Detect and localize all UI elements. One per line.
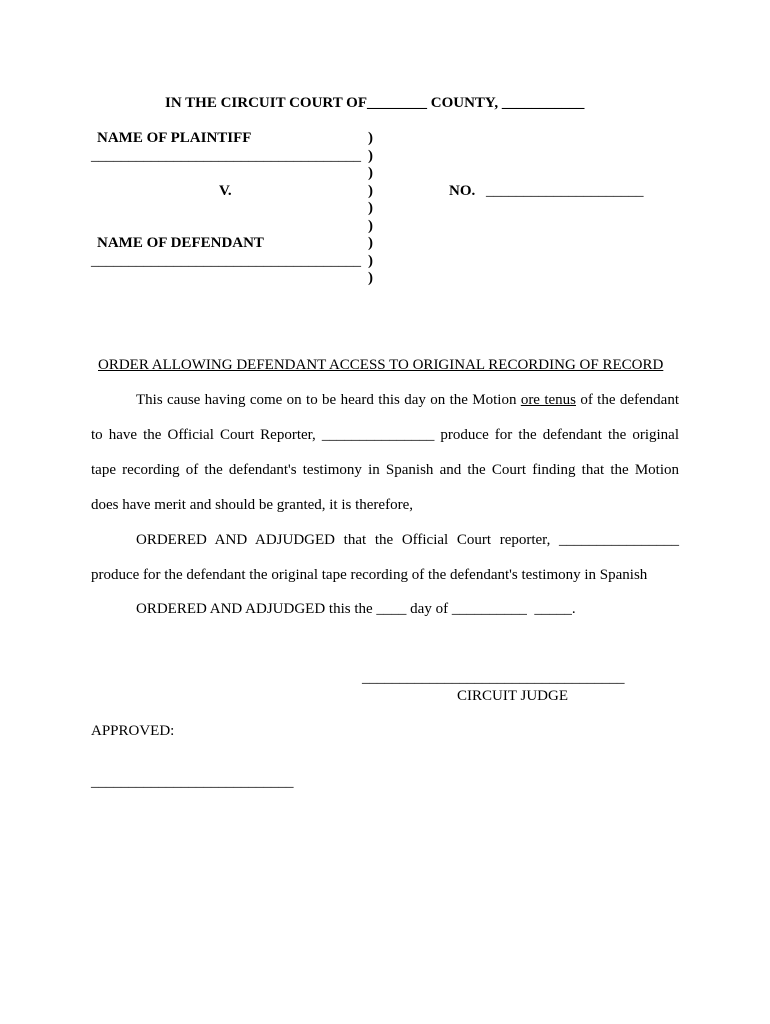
caption-paren: ) xyxy=(368,165,373,181)
paragraph-2-line-2: produce for the defendant the original tape recording of the defendant's testimony in Spanish xyxy=(91,567,648,583)
approved-label: APPROVED: xyxy=(91,723,175,739)
p1-text-c: of the defendant xyxy=(575,392,679,408)
caption-paren: ) xyxy=(368,270,373,286)
plaintiff-label: NAME OF PLAINTIFF xyxy=(97,130,252,146)
approved-signature-line: ___________________________ xyxy=(91,774,294,790)
case-number-blank: _____________________ xyxy=(486,183,644,199)
caption-paren: ) xyxy=(368,253,373,269)
paragraph-1-line-3: tape recording of the defendant's testimony in Spanish and the Court finding that the Motion xyxy=(91,462,679,478)
ore-tenus-text: ore tenus xyxy=(520,392,576,408)
defendant-name-line: ____________________________________ xyxy=(91,253,361,269)
order-title: ORDER ALLOWING DEFENDANT ACCESS TO ORIGINAL RECORDING OF RECORD xyxy=(98,357,664,373)
versus-label: V. xyxy=(219,183,232,199)
case-number-label: NO. xyxy=(449,183,476,199)
caption-paren: ) xyxy=(368,200,373,216)
p1-text-a: This cause having come on to be heard this day on the Motion xyxy=(136,392,521,408)
plaintiff-name-line: ____________________________________ xyxy=(91,148,361,164)
judge-label: CIRCUIT JUDGE xyxy=(457,688,568,704)
caption-paren: ) xyxy=(368,218,373,234)
court-header: IN THE CIRCUIT COURT OF________ COUNTY, ___________ xyxy=(165,95,585,111)
paragraph-1-line-1 xyxy=(91,392,679,409)
defendant-label: NAME OF DEFENDANT xyxy=(97,235,264,251)
caption-paren: ) xyxy=(368,183,373,199)
caption-paren: ) xyxy=(368,235,373,251)
caption-paren: ) xyxy=(368,148,373,164)
paragraph-1-line-2: to have the Official Court Reporter, _______________ produce for the defendant the original xyxy=(91,427,679,443)
paragraph-3: ORDERED AND ADJUDGED this the ____ day of __________ _____. xyxy=(136,601,576,617)
paragraph-2-line-1: ORDERED AND ADJUDGED that the Official Court reporter, ________________ xyxy=(136,532,679,548)
paragraph-1-line-4: does have merit and should be granted, it is therefore, xyxy=(91,497,413,513)
caption-paren: ) xyxy=(368,130,373,146)
judge-signature-line: ___________________________________ xyxy=(362,670,625,686)
